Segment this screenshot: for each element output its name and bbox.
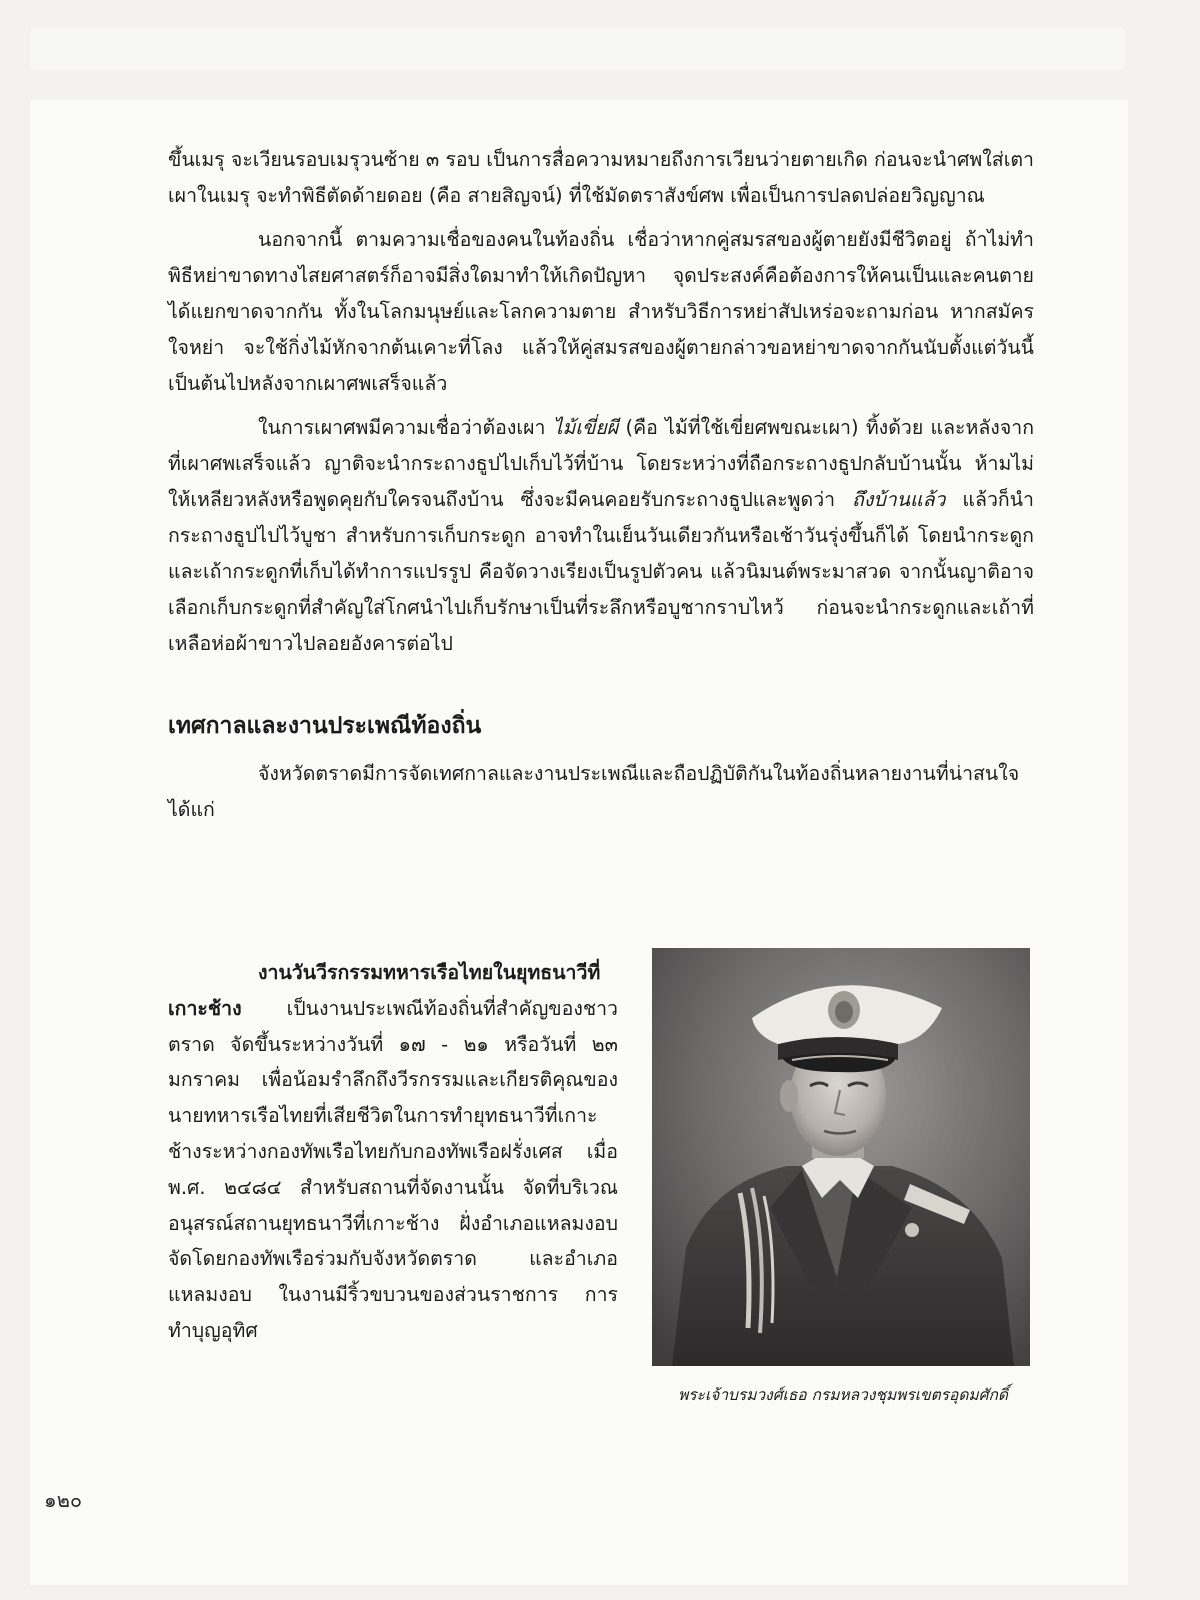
portrait-photo xyxy=(652,948,1030,1366)
p3-text-a: ในการเผาศพมีความเชื่อว่าต้องเผา xyxy=(258,416,553,439)
main-text xyxy=(168,142,1034,836)
festival-title: งานวันวีรกรรมทหารเรือไทยในยุทธนาวีที่เกาะช้าง xyxy=(168,961,601,1020)
p3-italic-term-2: ถึงบ้านแล้ว xyxy=(852,488,946,511)
p3-text-c: แล้วก็นำกระถางธูปไปไว้บูชา สำหรับการเก็บกระดูก อาจทำในเย็นวันเดียวกันหรือเช้าวันรุ่งขึ้นก็ได้ โดยนำกระดูกและเถ้ากระดูกที่เก็บได้ทำการแปรรูป คือจัดวางเรียงเป็นรูปตัวคน แล้วนิมนต์พระมาสวด จากนั้นญาติอาจเลือกเก็บกระดูกที่สำคัญใส่โกศนำไปเก็บรักษาเป็นที่ระลึกหรือบูชากราบไหว้ ก่อนจะนำกระดูกและเถ้าที่เหลือห่อผ้าขาวไปลอยอังคารต่อไป xyxy=(168,488,1034,655)
paragraph-divorce-ritual: นอกจากนี้ ตามความเชื่อของคนในท้องถิ่น เชื่อว่าหากคู่สมรสของผู้ตายยังมีชีวิตอยู่ ถ้าไม่ทำพิธีหย่าขาดทางไสยศาสตร์ก็อาจมีสิ่งใดมาทำให้เกิดปัญหา จุดประสงค์คือต้องการให้คนเป็นและคนตายได้แยกขาดจากกัน ทั้งในโลกมนุษย์และโลกความตาย สำหรับวิธีการหย่าสัปเหร่อจะถามก่อน หากสมัครใจหย่า จะใช้กิ่งไม้หักจากต้นเคาะที่โลง แล้วให้คู่สมรสของผู้ตายกล่าวขอหย่าขาดจากกันนับตั้งแต่วันนี้เป็นต้นไปหลังจากเผาศพเสร็จแล้ว xyxy=(168,228,1034,395)
festival-paragraph xyxy=(168,955,618,1349)
p3-text-b: (คือ ไม้ที่ใช้เขี่ยศพขณะเผา) ทิ้งด้วย และหลังจากที่เผาศพเสร็จแล้ว ญาติจะนำกระถางธูปไปเก็บไว้ที่บ้าน โดยระหว่างที่ถือกระถางธูปกลับบ้านนั้น ห้ามไม่ให้เหลียวหลังหรือพูดคุยกับใครจนถึงบ้าน ซึ่งจะมีคนคอยรับกระถางธูปและพูดว่า xyxy=(168,416,1034,511)
page-number: ๑๒๐ xyxy=(44,1488,83,1512)
portrait-caption: พระเจ้าบรมวงศ์เธอ กรมหลวงชุมพรเขตรอุดมศักดิ์ xyxy=(678,1386,1008,1404)
festival-text xyxy=(168,955,618,1349)
portrait-figure xyxy=(652,948,1030,1368)
p3-italic-term-1: ไม้เขี่ยผี xyxy=(552,416,619,439)
section-heading: เทศกาลและงานประเพณีท้องถิ่น xyxy=(168,713,482,739)
paragraph-incense-and-bones xyxy=(168,410,1034,662)
paragraph-cremation-ritual: ขึ้นเมรุ จะเวียนรอบเมรุวนซ้าย ๓ รอบ เป็นการสื่อความหมายถึงการเวียนว่ายตายเกิด ก่อนจะนำศพใส่เตาเผาในเมรุ จะทำพิธีตัดด้ายดอย (คือ สายสิญจน์) ที่ใช้มัดตราสังข์ศพ เพื่อเป็นการปลดปล่อยวิญญาณ xyxy=(168,148,1034,207)
scan-top-band xyxy=(30,28,1125,70)
festival-body: เป็นงานประเพณีท้องถิ่นที่สำคัญของชาวตราด จัดขึ้นระหว่างวันที่ ๑๗ - ๒๑ หรือวันที่ ๒๓ มกราคม เพื่อน้อมรำลึกถึงวีรกรรมและเกียรติคุณของนายทหารเรือไทยที่เสียชีวิตในการทำยุทธนาวีที่เกาะช้างระหว่างกองทัพเรือไทยกับกองทัพเรือฝรั่งเศส เมื่อ พ.ศ. ๒๔๘๔ สำหรับสถานที่จัดงานนั้น จัดที่บริเวณอนุสรณ์สถานยุทธนาวีที่เกาะช้าง ฝั่งอำเภอแหลมงอบ จัดโดยกองทัพเรือร่วมกับจังหวัดตราด และอำเภอแหลมงอบ ในงานมีริ้วขบวนของส่วนราชการ การทำบุญอุทิศ xyxy=(168,996,618,1342)
section-intro: จังหวัดตราดมีการจัดเทศกาลและงานประเพณีและถือปฏิบัติกันในท้องถิ่นหลายงานที่น่าสนใจได้แก่ xyxy=(168,762,1020,821)
